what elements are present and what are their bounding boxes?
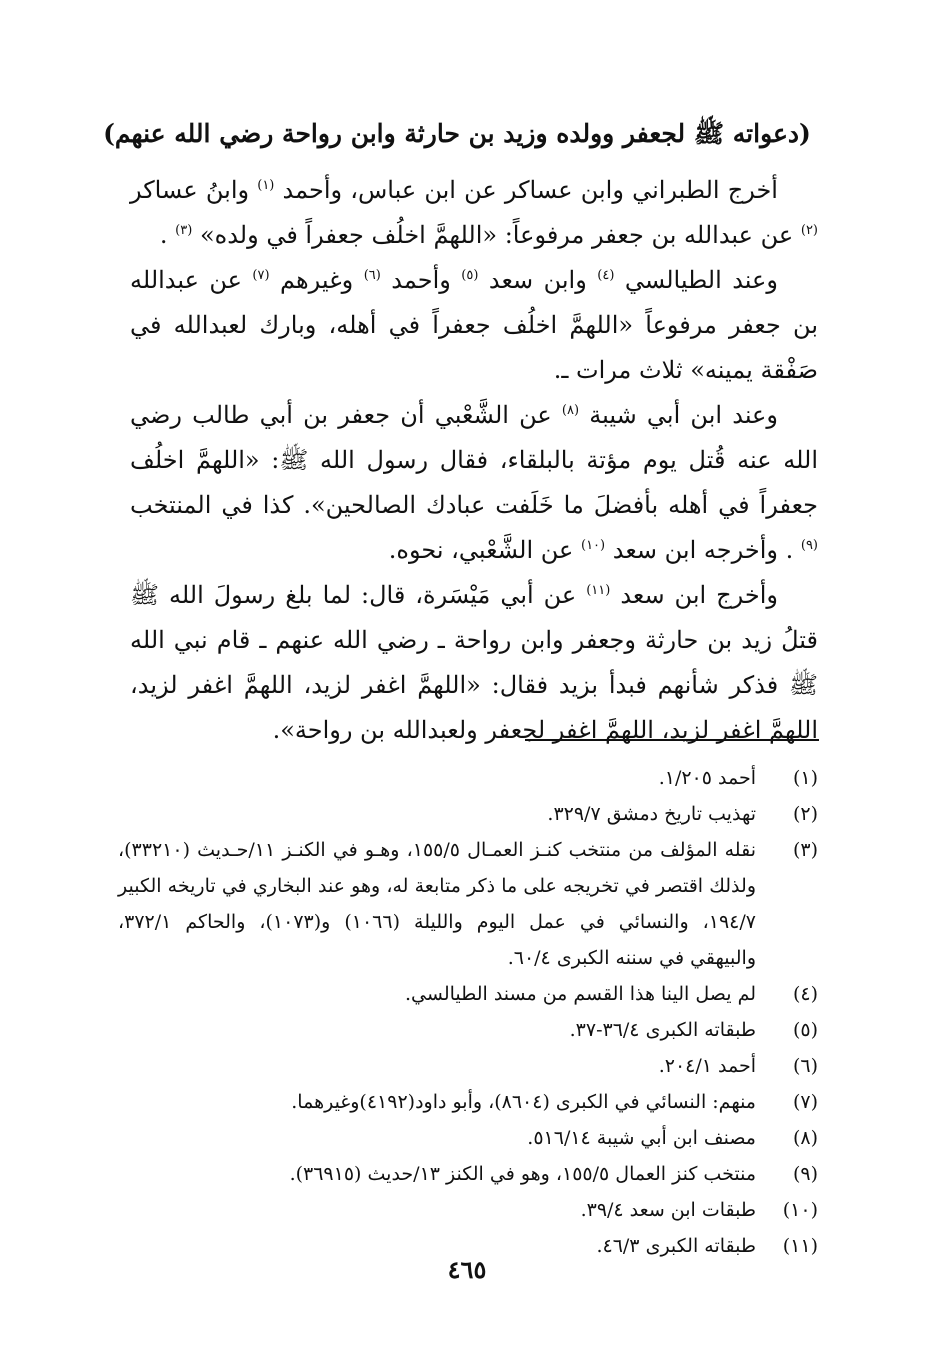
footnote-ref: (١٠) [580,538,606,553]
footnote-item [118,796,818,832]
footnote-text: طبقاته الكبرى ٣٦/٤-٣٧. [569,1019,756,1041]
footnote-ref: (٧) [252,268,270,283]
page-number: ٤٦٥ [447,1255,487,1284]
footnote-item [118,832,818,976]
footnote-ref: (٥) [461,268,479,283]
section-heading: (دعواته ﷺ لجعفر وولده وزيد بن حارثة وابن رواحة رضي الله عنهم) [103,119,811,148]
paragraph-text: . [159,221,168,249]
footnote-number: (٩) [792,1163,818,1185]
paragraph-text: وابن سعد [488,266,587,294]
footnote-ref: (٣) [175,223,193,238]
paragraph-text: أخرج الطبراني وابن عساكر عن ابن عباس، وأحمد [282,176,778,204]
footnote-number: (٨) [792,1127,818,1149]
footnote-ref: (٩) [800,538,818,553]
footnote-item [118,1156,818,1192]
paragraph-3 [130,393,818,573]
paragraph-text: عن الشَّعْبي، نحوه. [388,536,574,564]
paragraph-text: وأخرج ابن سعد [620,581,778,609]
footnote-ref: (١) [257,178,275,193]
paragraph-1 [130,168,818,258]
footnote-text: منتخب كنز العمال ١٥٥/٥، وهو في الكنز ١٣/حديث (٣٦٩١٥). [289,1163,756,1185]
footnote-item [118,1012,818,1048]
footnote-number: (٧) [792,1091,818,1113]
paragraph-text: عن أبي مَيْسَرة، قال: لما بلغ رسولَ الله ﷺ قتلُ زيد بن حارثة وجعفر وابن رواحة ـ رضي الله عنهم ـ قام نبي الله ﷺ فذكر شأنهم فبدأ بزيد فقال: «اللهمَّ اغفر لزيد، اللهمَّ اغفر لزيد، اللهمَّ اغفر لزيد، اللهمَّ اغفر لجعفر ولعبدالله بن رواحة». [130,581,818,744]
footnote-text: أحمد ١/٢٠٥. [658,767,756,789]
footnote-text: نقله المؤلف من منتخب كنـز العمـال ١٥٥/٥، وهـو في الكنـز ١١/حـديث (٣٣٢١٠)، ولذلك اقتصر في تخريجه على ما ذكر متابعة له، وهو عند البخاري في تاريخه الكبير ١٩٤/٧، والنسائي في عمل اليوم والليلة (١٠٦٦) و(١٠٧٣)، والحاكم ٣٧٢/١، والبيهقي في سننه الكبرى ٦٠/٤. [118,839,756,969]
paragraph-text: وأحمد [391,266,451,294]
paragraph-text: وعند ابن أبي شيبة [589,401,778,429]
footnote-text: لم يصل الينا هذا القسم من مسند الطيالسي. [405,983,756,1005]
footnote-number: (٥) [792,1019,818,1041]
footnote-item [118,1192,818,1228]
footnote-ref: (١١) [586,583,611,598]
paragraph-text: عن الشَّعْبي أن جعفر بن أبي طالب رضي الله عنه قُتل يوم مؤتة بالبلقاء، فقال رسول الله ﷺ: «اللهمَّ اخلُف جعفراً في أهله بأفضلَ ما خَلَفت عبادك الصالحين». كذا في المنتخب [130,401,818,519]
footnote-item [118,976,818,1012]
footnote-divider [525,739,819,741]
footnote-number: (٤) [792,983,818,1005]
paragraph-text: . وأخرجه ابن سعد [612,536,794,564]
footnote-item [118,1048,818,1084]
paragraph-text: وابنُ عساكر [130,176,250,204]
paragraph-text: وعند الطيالسي [624,266,778,294]
footnote-number: (٣) [792,839,818,861]
paragraph-4 [130,573,818,753]
footnote-text: منهم: النسائي في الكبرى (٨٦٠٤)، وأبو داود(٤١٩٢)وغيرهما. [291,1091,756,1113]
footnote-text: تهذيب تاريخ دمشق ٣٢٩/٧. [547,803,756,825]
footnote-number: (١١) [782,1235,818,1257]
footnote-item [118,1120,818,1156]
footnote-number: (٢) [792,803,818,825]
footnote-number: (١٠) [782,1199,818,1221]
footnote-ref: (٨) [561,403,580,418]
footnote-number: (١) [792,767,818,789]
footnote-text: أحمد ٢٠٤/١. [658,1055,756,1077]
footnote-item [118,760,818,796]
paragraph-2 [130,258,818,393]
footnote-text: طبقاته الكبرى ٤٦/٣. [596,1235,756,1257]
main-text [130,168,818,753]
footnote-text: مصنف ابن أبي شيبة ٥١٦/١٤. [527,1127,756,1149]
footnote-item [118,1084,818,1120]
footnote-ref: (٤) [597,268,615,283]
footnote-number: (٦) [792,1055,818,1077]
paragraph-text: عن عبدالله بن جعفر مرفوعاً «اللهمَّ اخلُف جعفراً في أهله، وبارك لعبدالله في صَفْقة يمينه» ثلاث مرات ـ. [130,266,818,384]
footnote-text: طبقات ابن سعد ٣٩/٤. [580,1199,756,1221]
paragraph-text: وغيرهم [280,266,354,294]
footnote-ref: (٢) [800,223,818,238]
paragraph-text: عن عبدالله بن جعفر مرفوعاً: «اللهمَّ اخلُف جعفراً في ولده» [199,221,794,249]
footnotes [118,760,818,1264]
footnote-ref: (٦) [363,268,381,283]
